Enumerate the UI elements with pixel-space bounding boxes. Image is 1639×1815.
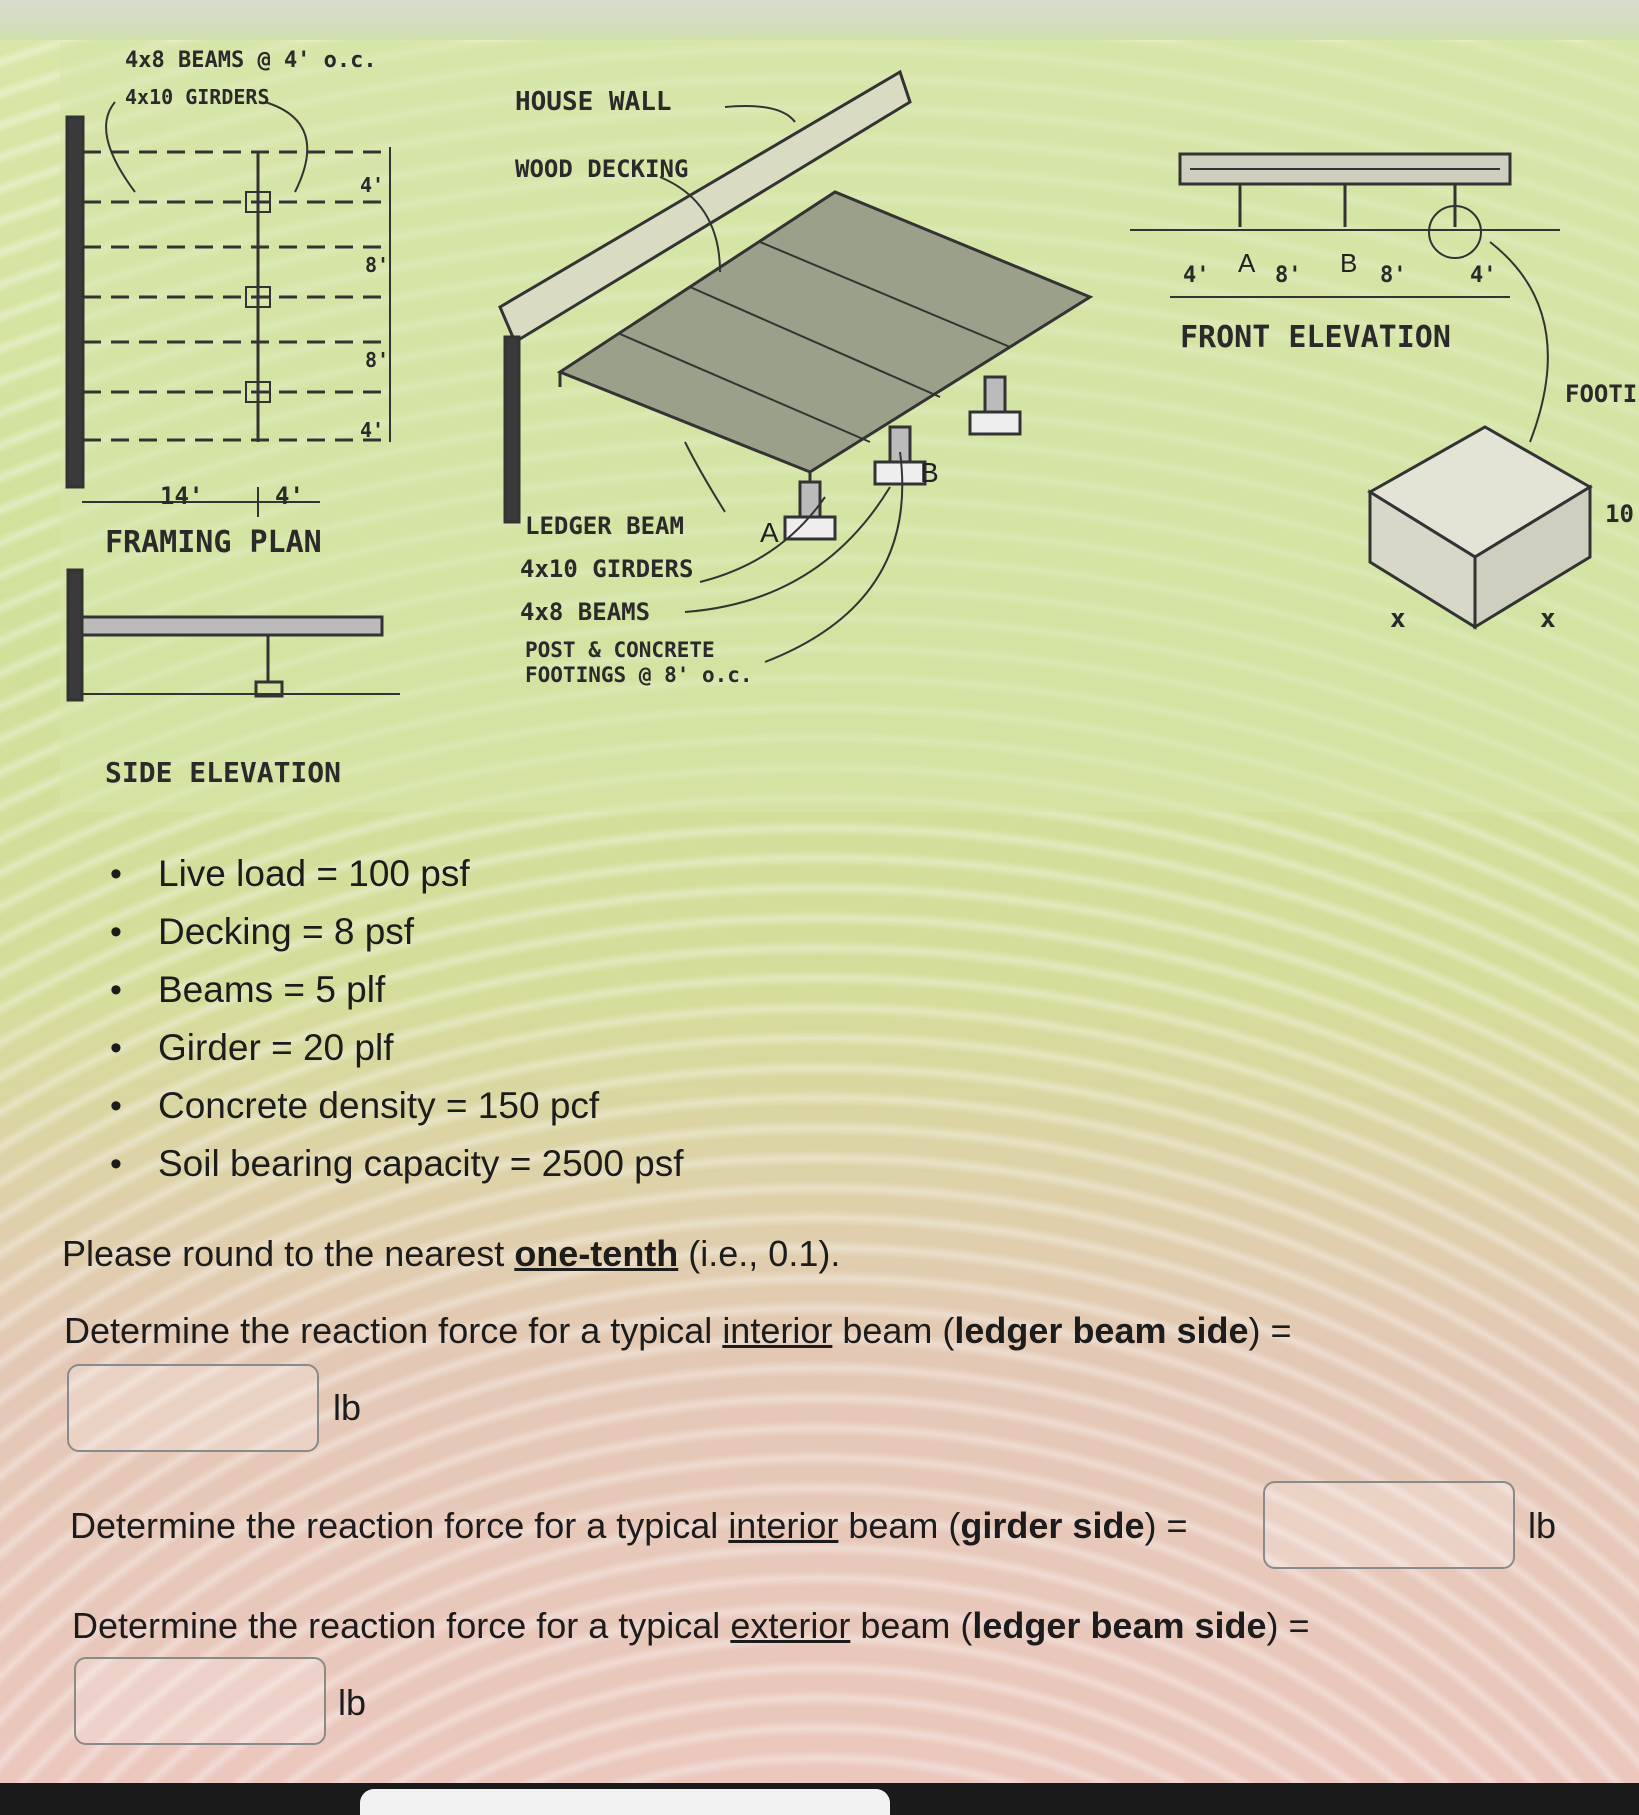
question-2-text [70, 1505, 1187, 1547]
label-ledger-beam: LEDGER BEAM [525, 512, 684, 540]
question-1-bold: ledger beam side [954, 1310, 1249, 1351]
question-3-mid: beam ( [850, 1605, 973, 1646]
question-2-mid: beam ( [838, 1505, 961, 1546]
label-girders: 4x10 GIRDERS [125, 85, 270, 109]
label-posts-line2: FOOTINGS @ 8' o.c. [525, 663, 753, 687]
question-2-suffix: ) = [1144, 1505, 1188, 1546]
label-framing-plan: FRAMING PLAN [105, 525, 322, 560]
label-dim-4-right-bottom: 4' [360, 418, 385, 442]
question-2-underline: interior [728, 1505, 839, 1546]
label-posts-line1: POST & CONCRETE [525, 638, 715, 662]
label-side-elevation: SIDE ELEVATION [105, 756, 342, 789]
answer-input-interior-ledger[interactable] [67, 1364, 319, 1452]
load-item-beams: • Beams = 5 plf [110, 961, 684, 1019]
rounding-emphasis: one-tenth [514, 1233, 679, 1274]
label-front-dim-8-2: 8' [1380, 263, 1407, 288]
label-dim-4-right-top: 4' [360, 173, 385, 197]
label-point-a: A [760, 517, 779, 548]
unit-label-3: lb [338, 1682, 367, 1723]
figure-drawing [60, 42, 1639, 812]
load-item-soil: • Soil bearing capacity = 2500 psf [110, 1135, 684, 1193]
label-dim-x-left: x [1390, 604, 1406, 634]
label-point-b: B [920, 457, 939, 488]
label-beams-callout: 4x8 BEAMS [520, 598, 651, 626]
question-3-suffix: ) = [1266, 1605, 1310, 1646]
rounding-suffix: (i.e., 0.1). [678, 1233, 841, 1274]
label-front-dim-4-left: 4' [1183, 263, 1210, 288]
label-front-dim-8-1: 8' [1275, 263, 1302, 288]
question-1-prefix: Determine the reaction force for a typical [64, 1310, 723, 1351]
framing-plan [67, 102, 390, 517]
top-band [0, 0, 1639, 40]
load-item-decking: • Decking = 8 psf [110, 903, 684, 961]
question-3-prefix: Determine the reaction force for a typical [72, 1605, 731, 1646]
label-footing: FOOTI [1565, 380, 1638, 408]
footing-cube-drawing [1370, 427, 1590, 627]
label-dim-14: 14' [160, 482, 204, 510]
question-1-text [64, 1310, 1292, 1352]
load-item-girder: • Girder = 20 plf [110, 1019, 684, 1077]
label-dim-8-right-2: 8' [365, 348, 390, 372]
isometric-deck-drawing [500, 72, 1090, 539]
unit-label-2: lb [1528, 1505, 1557, 1546]
question-1-mid: beam ( [832, 1310, 955, 1351]
question-3-bold: ledger beam side [972, 1605, 1267, 1646]
question-3-underline: exterior [730, 1605, 851, 1646]
rounding-instruction [62, 1233, 840, 1275]
rounding-prefix: Please round to the nearest [62, 1233, 515, 1274]
label-front-point-b: B [1340, 248, 1358, 278]
deck-framing-figure [60, 42, 1639, 812]
answer-input-exterior-ledger[interactable] [74, 1657, 326, 1745]
label-wood-decking: WOOD DECKING [515, 155, 689, 183]
load-item-live: • Live load = 100 psf [110, 845, 684, 903]
question-2-bold: girder side [960, 1505, 1145, 1546]
label-girders-callout: 4x10 GIRDERS [520, 555, 694, 583]
question-3-text [72, 1605, 1310, 1647]
label-dim-x-right: x [1540, 604, 1556, 634]
question-1-suffix: ) = [1248, 1310, 1292, 1351]
label-dim-4-plan: 4' [275, 482, 304, 510]
load-item-concrete: • Concrete density = 150 pcf [110, 1077, 684, 1135]
front-elevation-drawing [1130, 154, 1560, 442]
label-front-dim-4-right: 4' [1470, 263, 1497, 288]
label-dim-10: 10 [1605, 500, 1634, 528]
question-2-prefix: Determine the reaction force for a typical [70, 1505, 729, 1546]
label-beams-spacing: 4x8 BEAMS @ 4' o.c. [125, 48, 377, 73]
load-list [110, 845, 684, 1193]
answer-input-interior-girder[interactable] [1263, 1481, 1515, 1569]
label-dim-8-right-1: 8' [365, 253, 390, 277]
screen-bottom-bezel [0, 1783, 1639, 1815]
bottom-tab-pill [360, 1789, 890, 1815]
side-elevation-drawing [68, 570, 400, 700]
label-house-wall: HOUSE WALL [515, 87, 672, 117]
label-front-elevation: FRONT ELEVATION [1180, 320, 1451, 355]
unit-label-1: lb [333, 1387, 362, 1428]
question-1-underline: interior [722, 1310, 833, 1351]
label-front-point-a: A [1238, 248, 1256, 278]
